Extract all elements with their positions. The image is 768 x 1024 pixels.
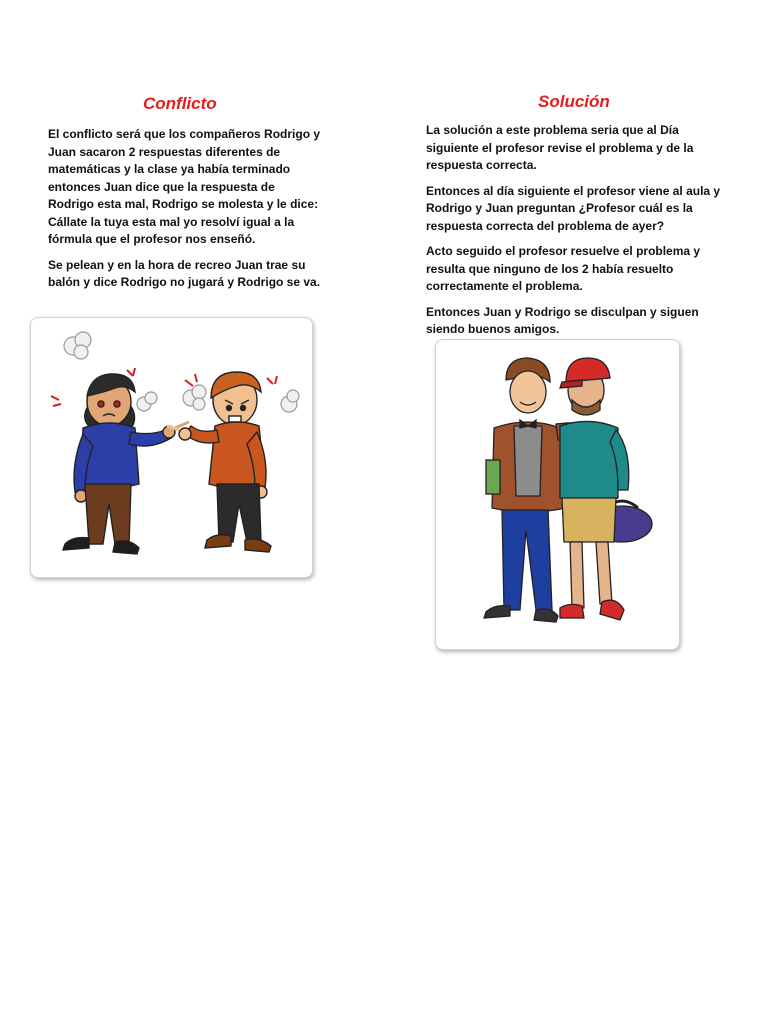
- conflict-paragraph: El conflicto será que los compañeros Rodrigo y Juan sacaron 2 respuestas diferentes de matemáticas y la clase ya había terminado entonces Juan dice que la respuesta de Rodrigo esta mal, Rodrigo se molesta y le dice: Cállate la tuya esta mal yo resolví igual a la fórmula que el profesor nos enseñó.: [48, 127, 321, 246]
- conflict-paragraph: Se pelean y en la hora de recreo Juan trae su balón y dice Rodrigo no jugará y Rodrigo se va.: [48, 257, 321, 289]
- solution-title: Solución: [538, 92, 610, 111]
- conflict-title: Conflicto: [143, 94, 217, 113]
- conflict-image-frame: [30, 317, 313, 578]
- solution-text: [426, 122, 726, 347]
- angry-boys-arguing-illustration-icon: [31, 318, 312, 577]
- conflict-text: [48, 126, 323, 300]
- solution-image-frame: [435, 339, 680, 650]
- friends-hugging-illustration-icon: [436, 340, 679, 649]
- solution-paragraph: La solución a este problema seria que al Día siguiente el profesor revise el problema y de la respuesta correcta.: [426, 123, 694, 172]
- solution-paragraph: Entonces al día siguiente el profesor viene al aula y Rodrigo y Juan preguntan ¿Profesor cuál es la respuesta correcta del problema de ayer?: [426, 183, 721, 233]
- solution-paragraph: Entonces Juan y Rodrigo se disculpan y siguen siendo buenos amigos.: [426, 304, 699, 336]
- solution-paragraph: Acto seguido el profesor resuelve el problema y resulta que ninguno de los 2 había resuelto correctamente el problema.: [426, 244, 701, 293]
